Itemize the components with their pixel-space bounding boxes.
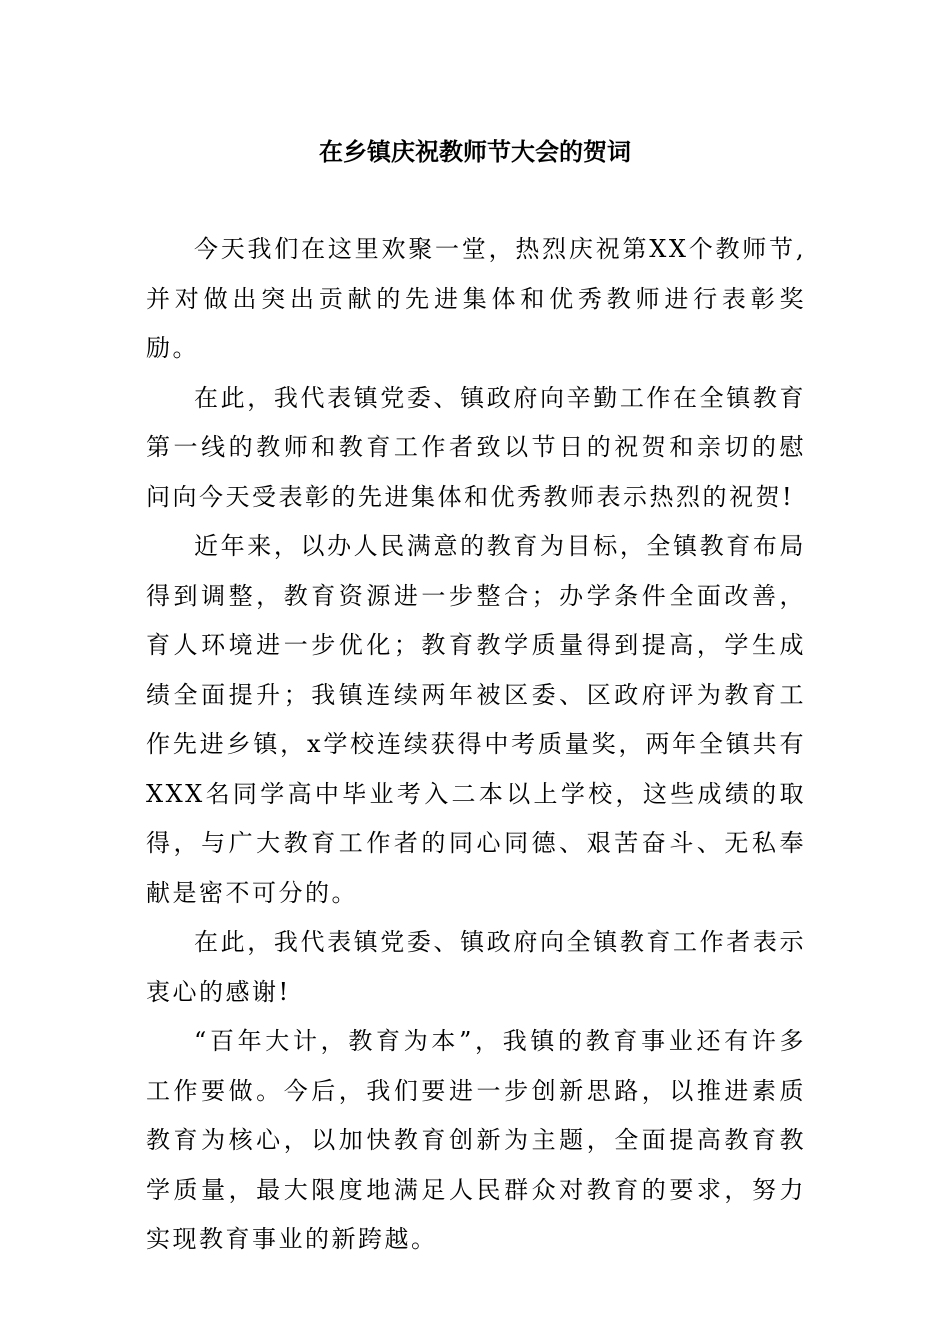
paragraph-3: 近年来，以办人民满意的教育为目标，全镇教育布局得到调整，教育资源进一步整合；办学条件全面改善，育人环境进一步优化；教育教学质量得到提高，学生成绩全面提升；我镇连续两年被区委、区政府评为教育工作先进乡镇，x学校连续获得中考质量奖，两年全镇共有XXX名同学高中毕业考入二本以上学校，这些成绩的取得，与广大教育工作者的同心同德、艰苦奋斗、无私奉献是密不可分的。 xyxy=(146,532,806,907)
document-title: 在乡镇庆祝教师节大会的贺词 xyxy=(319,137,631,166)
paragraph-5: “百年大计，教育为本”，我镇的教育事业还有许多工作要做。今后，我们要进一步创新思路，以推进素质教育为核心，以加快教育创新为主题，全面提高教育教学质量，最大限度地满足人民群众对教育的要求，努力实现教育事业的新跨越。 xyxy=(146,1027,806,1253)
document-body xyxy=(146,225,806,1265)
paragraph-4: 在此，我代表镇党委、镇政府向全镇教育工作者表示衷心的感谢! xyxy=(146,928,806,1006)
paragraph-2: 在此，我代表镇党委、镇政府向辛勤工作在全镇教育第一线的教师和教育工作者致以节日的祝贺和亲切的慰问向今天受表彰的先进集体和优秀教师表示热烈的祝贺! xyxy=(146,383,806,511)
paragraph-1: 今天我们在这里欢聚一堂，热烈庆祝第XX个教师节,并对做出突出贡献的先进集体和优秀教师进行表彰奖励。 xyxy=(146,235,806,362)
